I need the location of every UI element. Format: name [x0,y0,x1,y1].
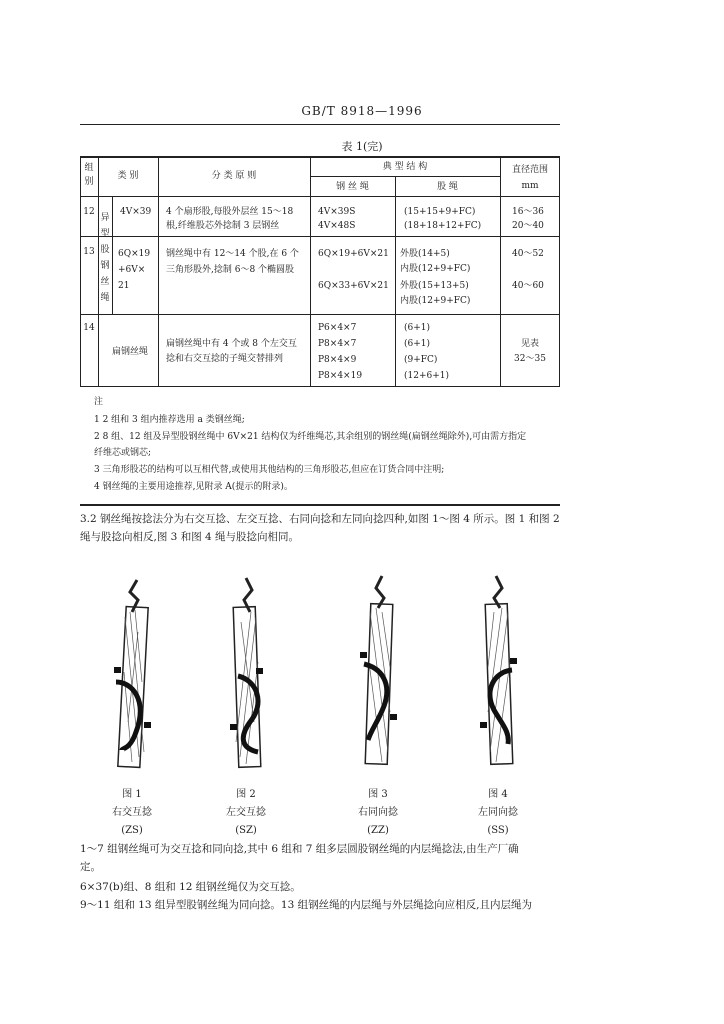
header-strand: 股 绳 [437,182,458,192]
row-group-number: 13 [83,247,95,257]
notes-title: 注 [94,397,104,407]
row-principle-line: 扁钢丝绳中有 4 个或 8 个左交互 [166,339,297,349]
figure-1-name: 右交互捻 [112,807,152,818]
header-group: 别 [84,177,94,187]
row-group-number: 12 [83,207,95,217]
row-strand-structure: 外股(14+5) [400,249,450,259]
row-principle-line: 4 个扇形股,每股外层丝 15～18 [166,207,294,217]
paragraph-line: 绳与股捻向相反,图 3 和图 4 绳与股捻向相同。 [80,531,300,543]
side-category-char: 型 [100,229,110,239]
paragraph-line: 9～11 组和 13 组异型股钢丝绳为同向捻。13 组钢丝绳的内层绳与外层绳捻向应相反,且内层绳为 [80,899,532,911]
row-strand-structure: (6+1) [404,339,431,349]
side-category-char: 异 [100,213,110,223]
row-strand-structure: 外股(15+13+5) [400,281,469,291]
classification-table [80,156,560,506]
row-rope-structure: 6Q×33+6V×21 [318,281,389,291]
row-category: 21 [118,281,130,291]
table-top-border [80,156,560,158]
note-line: 2 8 组、12 组及异型股钢丝绳中 6V×21 结构仅为纤维绳芯,其余组别的钢丝绳(扁钢丝绳除外),可由需方指定 [94,432,527,442]
paragraph-line: 6×37(b)组、8 组和 12 组钢丝绳仅为交互捻。 [80,881,301,893]
row-strand-structure: (9+FC) [404,355,438,365]
row-divider [80,314,560,315]
figure-2-label: 图 2 [236,789,256,800]
table-bottom-border [80,504,560,506]
note-line: 纤维芯或钢芯; [94,448,152,458]
page-header: GB/T 8918—1996 [301,104,423,118]
column-divider [158,156,159,386]
side-category-char: 钢 [100,261,110,271]
paragraph-line: 3.2 钢丝绳按捻法分为右交互捻、左交互捻、右同向捻和左同向捻四种,如图 1～图 4 所示。图 1 和图 2 [80,513,560,525]
figure-3-rope-diagram [338,572,418,772]
figure-4-code: (SS) [487,825,509,836]
note-line: 3 三角形股芯的结构可以互相代替,或使用其他结构的三角形股芯,但应在订货合同中注明; [94,465,445,475]
figure-4-label: 图 4 [488,789,508,800]
row-category: +6V× [118,265,146,275]
row-diameter: 32～35 [514,354,546,364]
row-strand-structure: (6+1) [404,323,431,333]
figure-3-label: 图 3 [368,789,388,800]
row-diameter: 16～36 [512,207,544,217]
header-typical-structure: 典 型 结 构 [382,162,428,172]
row-rope-structure: P6×4×7 [318,323,357,333]
header-rule [80,124,560,125]
row-strand-structure: (15+15+9+FC) [404,207,476,217]
figure-2-name: 左交互捻 [226,807,266,818]
row-rope-structure: 6Q×19+6V×21 [318,249,389,259]
row-diameter: 20～40 [512,221,544,231]
row-rope-structure: 4V×48S [318,221,356,231]
table-caption: 表 1(完) [341,140,383,153]
paragraph-line: 定。 [80,861,101,873]
row-strand-structure: 内股(12+9+FC) [400,264,471,274]
side-category-char: 丝 [100,277,110,287]
column-divider [395,176,396,386]
row-strand-structure: 内股(12+9+FC) [400,296,471,306]
row-rope-structure: P8×4×9 [318,355,357,365]
row-rope-structure: 4V×39S [318,207,356,217]
row-principle-line: 钢丝绳中有 12～14 个股,在 6 个 [166,249,299,259]
header-principle: 分 类 原 则 [211,171,257,181]
header-group: 组 [84,163,94,173]
header-subdivider [310,176,500,177]
figure-2-rope-diagram [206,572,286,772]
header-unit: mm [521,181,539,191]
table-left-border [80,156,81,386]
row-diameter: 40～60 [512,281,544,291]
row-strand-structure: (12+6+1) [404,371,450,381]
figure-4-rope-diagram [458,572,538,772]
paragraph-line: 1～7 组钢丝绳可为交互捻和同向捻,其中 6 组和 7 组多层圆股钢丝绳的内层绳捻法,由生产厂确 [80,843,519,855]
figure-1-label: 图 1 [122,789,142,800]
column-divider [112,196,113,314]
row-strand-structure: (18+18+12+FC) [404,221,482,231]
side-category-char: 股 [100,245,110,255]
figure-3-name: 右同向捻 [358,807,398,818]
figure-4-name: 左同向捻 [478,807,518,818]
figure-3-code: (ZZ) [367,825,389,836]
figure-1-rope-diagram [92,572,172,772]
row-principle-line: 三角形股外,捻制 6～8 个椭圆股 [166,265,295,275]
side-category-char: 绳 [100,293,110,303]
note-line: 4 钢丝绳的主要用途推荐,见附录 A(提示的附录)。 [94,482,293,492]
row-category: 6Q×19 [118,249,151,259]
row-diameter: 40～52 [512,249,544,259]
row-divider [80,386,560,387]
row-rope-structure: P8×4×19 [318,371,363,381]
row-principle-line: 捻和右交互捻的子绳交替排列 [166,354,284,364]
row-rope-structure: P8×4×7 [318,339,357,349]
row-divider [80,236,560,237]
figure-2-code: (SZ) [235,825,257,836]
row-category: 4V×39 [120,207,152,217]
row-principle-line: 根,纤维股芯外捻制 3 层钢丝 [166,221,280,231]
row-category: 扁钢丝绳 [112,347,149,357]
row-diameter: 见表 [520,339,539,349]
row-group-number: 14 [83,323,95,333]
header-diameter: 直径范围 [511,165,548,175]
figure-1-code: (ZS) [121,825,143,836]
header-rope: 钢 丝 绳 [336,182,369,192]
header-bottom-border [80,196,560,197]
note-line: 1 2 组和 3 组内推荐选用 a 类钢丝绳; [94,415,245,425]
header-category: 类 别 [117,171,139,181]
